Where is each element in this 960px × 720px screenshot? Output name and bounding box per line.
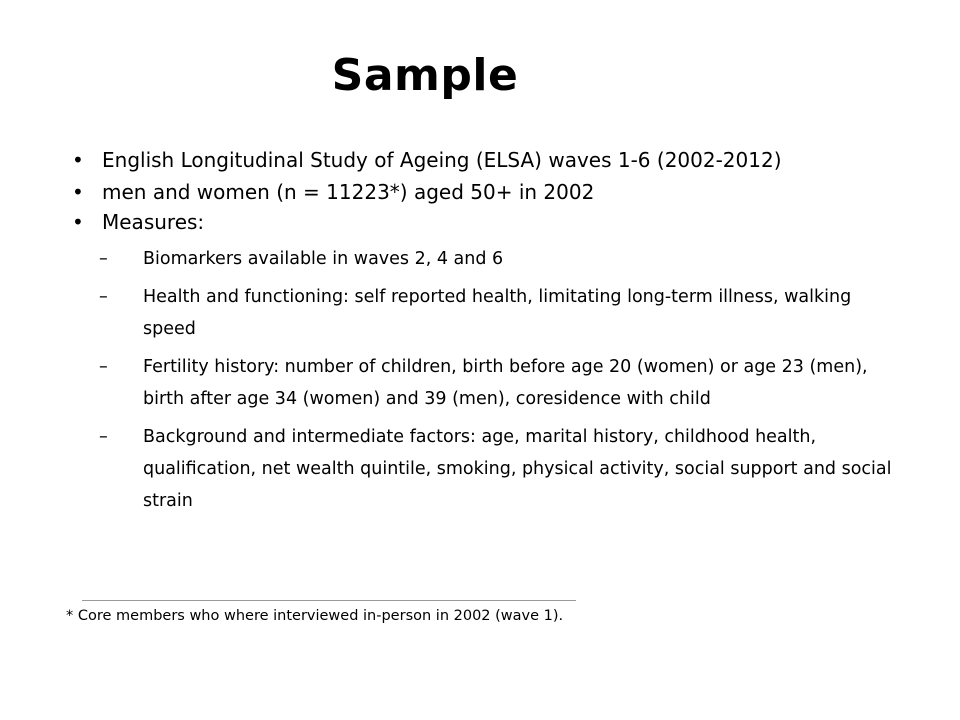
sub-bullet-item <box>99 281 903 345</box>
slide-title: Sample <box>331 50 519 101</box>
sub-bullet-text: Health and functioning: self reported health, limitating long-term illness, walking speed <box>143 287 852 339</box>
bullet-item <box>72 145 902 175</box>
sub-bullet-marker: – <box>99 287 108 307</box>
sub-bullet-marker: – <box>99 357 108 377</box>
bullet-item <box>72 207 902 517</box>
footnote-divider <box>82 600 576 601</box>
bullet-list <box>72 145 902 523</box>
sub-bullet-marker: – <box>99 249 108 269</box>
sub-bullet-item <box>99 243 903 275</box>
bullet-marker: • <box>72 210 84 234</box>
bullet-marker: • <box>72 180 84 204</box>
sub-bullet-text: Background and intermediate factors: age, marital history, childhood health, qualification, net wealth quintile, smoking, physical activity, social support and social strain <box>143 427 892 511</box>
sub-bullet-item <box>99 351 903 415</box>
sub-bullet-marker: – <box>99 427 108 447</box>
bullet-text: English Longitudinal Study of Ageing (ELSA) waves 1-6 (2002-2012) <box>102 148 782 172</box>
bullet-text: men and women (n = 11223*) aged 50+ in 2002 <box>102 180 595 204</box>
bullet-item <box>72 177 902 207</box>
sub-bullet-text: Fertility history: number of children, birth before age 20 (women) or age 23 (men), birth after age 34 (women) and 39 (men), coresidence with child <box>143 357 868 409</box>
footnote: * Core members who where interviewed in-person in 2002 (wave 1). <box>66 608 564 624</box>
bullet-text: Measures: <box>102 210 205 234</box>
sub-bullet-item <box>99 421 903 517</box>
sub-bullet-text: Biomarkers available in waves 2, 4 and 6 <box>143 249 504 269</box>
bullet-marker: • <box>72 148 84 172</box>
sub-bullet-list <box>99 243 902 517</box>
